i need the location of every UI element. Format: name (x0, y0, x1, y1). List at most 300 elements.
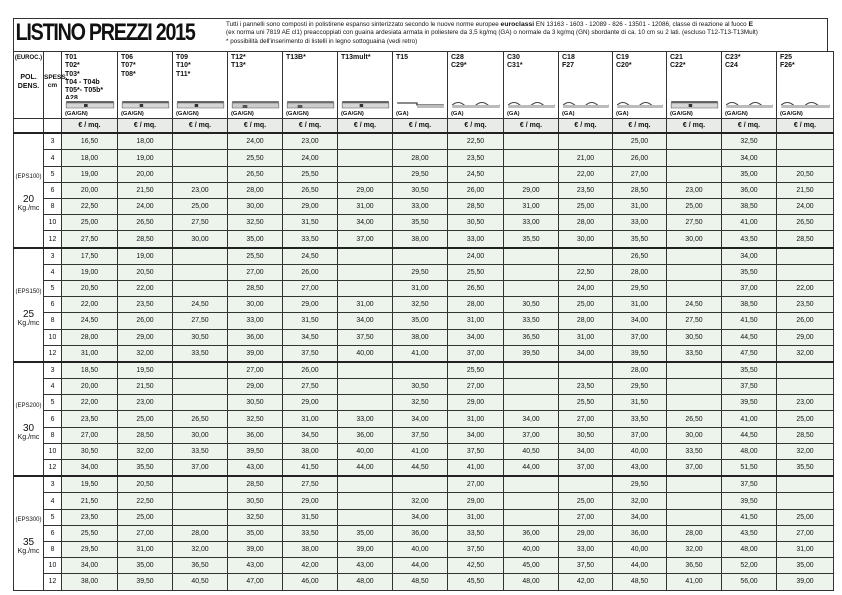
price-cell: 33,50 (173, 443, 228, 459)
price-cell: 27,00 (777, 525, 834, 541)
price-cell: 26,00 (118, 313, 173, 329)
price-cell: 32,50 (393, 297, 448, 313)
price-cell: 35,00 (722, 166, 777, 182)
unit-blank (44, 119, 62, 134)
price-row (14, 558, 834, 574)
price-cell: 36,50 (667, 558, 722, 574)
price-cell: 56,00 (722, 574, 777, 590)
price-cell (173, 493, 228, 509)
price-cell: 44,00 (613, 558, 667, 574)
price-cell: 35,00 (338, 525, 393, 541)
price-cell: 29,50 (613, 476, 667, 493)
price-cell: 39,00 (338, 541, 393, 557)
price-row (14, 231, 834, 248)
price-cell (338, 493, 393, 509)
coating-type: (GA/GN) (286, 111, 309, 117)
price-cell: 31,00 (448, 411, 504, 427)
price-cell: 26,50 (173, 411, 228, 427)
price-cell: 31,00 (777, 541, 834, 557)
price-cell: 33,00 (448, 231, 504, 248)
density-unit: Kg./mc (17, 548, 40, 556)
density-value: 30 (22, 423, 35, 435)
price-cell: 37,00 (722, 280, 777, 296)
price-cell (667, 150, 722, 166)
product-code: T01 (65, 54, 78, 61)
price-cell: 32,50 (722, 133, 777, 150)
price-cell: 25,00 (118, 509, 173, 525)
price-cell: 27,00 (118, 525, 173, 541)
price-cell: 31,00 (283, 411, 338, 427)
stepped-panel-icon (231, 99, 280, 109)
price-cell: 35,00 (118, 558, 173, 574)
price-cell: 19,00 (62, 166, 118, 182)
price-cell: 26,00 (777, 313, 834, 329)
price-cell: 39,50 (504, 345, 559, 362)
price-cell: 47,50 (722, 345, 777, 362)
price-cell: 51,50 (722, 460, 777, 477)
price-cell: 41,00 (722, 215, 777, 231)
price-cell: 30,50 (393, 379, 448, 395)
price-cell: 28,00 (559, 313, 613, 329)
price-cell (667, 509, 722, 525)
price-cell: 31,00 (504, 199, 559, 215)
unit-blank (14, 119, 44, 134)
price-cell: 33,00 (228, 313, 283, 329)
price-cell: 22,00 (559, 166, 613, 182)
unit-label: € / mq. (559, 119, 613, 134)
coating-type: (GA/GN) (725, 111, 748, 117)
price-cell: 27,50 (62, 231, 118, 248)
price-cell: 34,00 (62, 460, 118, 477)
price-row (14, 509, 834, 525)
product-code: T05*- T05b* (65, 87, 104, 95)
thickness-cell: 6 (44, 297, 62, 313)
price-cell: 29,50 (393, 264, 448, 280)
price-cell: 26,00 (283, 362, 338, 379)
price-cell: 31,50 (283, 215, 338, 231)
price-cell: 22,00 (777, 280, 834, 296)
price-cell: 27,00 (613, 166, 667, 182)
price-cell: 22,50 (118, 493, 173, 509)
thickness-cell: 12 (44, 574, 62, 590)
price-cell: 22,50 (559, 264, 613, 280)
price-cell: 39,00 (777, 574, 834, 590)
unit-label: € / mq. (777, 119, 834, 134)
price-cell: 35,00 (228, 231, 283, 248)
price-cell (667, 248, 722, 265)
product-column-header (777, 52, 834, 119)
price-cell: 34,00 (62, 558, 118, 574)
product-code: C30 (507, 54, 520, 61)
flat-panel-icon (176, 99, 225, 109)
price-cell: 28,50 (228, 476, 283, 493)
price-cell: 31,50 (613, 395, 667, 411)
price-cell: 29,00 (118, 329, 173, 345)
price-cell: 24,00 (283, 150, 338, 166)
price-cell: 28,00 (613, 264, 667, 280)
price-cell (559, 133, 613, 150)
product-code: T07* (121, 62, 136, 70)
product-code: C18 (562, 54, 575, 61)
product-column-header (504, 52, 559, 119)
price-cell (173, 379, 228, 395)
eps-class: (EPS200) (15, 403, 42, 410)
coating-type: (GA) (396, 111, 409, 117)
price-cell: 48,50 (393, 574, 448, 590)
price-cell (504, 264, 559, 280)
product-codes (231, 54, 282, 99)
price-cell: 25,00 (62, 215, 118, 231)
stepped-panel-icon (286, 99, 335, 109)
price-cell: 37,50 (338, 329, 393, 345)
price-cell: 30,00 (667, 231, 722, 248)
product-codes (451, 54, 503, 99)
price-row (14, 248, 834, 265)
price-cell: 41,50 (722, 313, 777, 329)
product-codes (562, 54, 612, 99)
price-cell: 24,50 (667, 297, 722, 313)
price-cell: 36,00 (613, 525, 667, 541)
price-cell: 29,00 (448, 395, 504, 411)
price-cell: 33,50 (173, 345, 228, 362)
price-cell: 39,50 (613, 345, 667, 362)
flat-panel-icon (341, 99, 390, 109)
price-cell: 31,00 (559, 329, 613, 345)
price-row (14, 133, 834, 150)
price-cell: 24,50 (62, 313, 118, 329)
price-cell: 35,50 (722, 362, 777, 379)
price-cell (504, 379, 559, 395)
thickness-cell: 5 (44, 395, 62, 411)
density-value: 20 (22, 194, 35, 206)
cm-label: cm (47, 82, 58, 90)
description-text-2: EN 13163 - 1603 - 12089 - 826 - 13501 - 12086, classe di reazione al fuoco (534, 21, 749, 28)
unit-label: € / mq. (118, 119, 173, 134)
price-cell: 23,50 (62, 509, 118, 525)
price-cell: 38,00 (393, 231, 448, 248)
thickness-cell: 10 (44, 215, 62, 231)
price-cell: 40,00 (613, 443, 667, 459)
price-cell: 28,50 (228, 280, 283, 296)
price-cell (667, 133, 722, 150)
price-cell: 29,00 (283, 297, 338, 313)
density-unit: Kg./mc (17, 434, 40, 442)
product-code: C24 (725, 62, 738, 70)
price-cell: 32,00 (613, 493, 667, 509)
price-cell: 33,50 (613, 411, 667, 427)
description-bold-2: E (748, 21, 753, 28)
price-cell: 25,50 (559, 395, 613, 411)
price-cell: 33,50 (504, 313, 559, 329)
coating-type: (GA/GN) (780, 111, 803, 117)
price-cell (338, 379, 393, 395)
price-cell: 37,00 (613, 427, 667, 443)
price-cell: 35,00 (393, 313, 448, 329)
density-cell (14, 133, 44, 247)
price-row (14, 215, 834, 231)
price-cell: 19,00 (118, 150, 173, 166)
coating-type: (GA/GN) (231, 111, 254, 117)
price-cell: 25,50 (448, 362, 504, 379)
price-cell: 28,00 (448, 297, 504, 313)
price-cell (667, 362, 722, 379)
product-codes (670, 54, 721, 99)
price-cell: 29,50 (613, 280, 667, 296)
price-cell: 39,50 (722, 493, 777, 509)
price-cell: 27,50 (667, 313, 722, 329)
price-cell: 23,50 (777, 297, 834, 313)
price-cell: 31,00 (118, 541, 173, 557)
price-cell: 28,50 (613, 182, 667, 198)
price-cell: 34,00 (613, 313, 667, 329)
pol-label: POL. (20, 74, 37, 82)
thickness-cell: 10 (44, 558, 62, 574)
price-cell: 27,50 (667, 215, 722, 231)
price-cell: 34,50 (283, 427, 338, 443)
thickness-cell: 4 (44, 493, 62, 509)
price-cell: 29,00 (283, 395, 338, 411)
price-cell: 24,00 (559, 280, 613, 296)
product-code: T09 (176, 54, 189, 61)
unit-row (14, 119, 834, 134)
density-unit: Kg./mc (17, 205, 40, 213)
price-cell: 25,00 (613, 133, 667, 150)
price-cell: 21,50 (118, 182, 173, 198)
price-cell: 29,00 (777, 329, 834, 345)
price-cell (393, 476, 448, 493)
price-cell: 28,00 (667, 525, 722, 541)
description (226, 19, 761, 46)
unit-label: € / mq. (613, 119, 667, 134)
price-cell: 30,00 (667, 427, 722, 443)
price-cell (338, 476, 393, 493)
price-cell (667, 264, 722, 280)
price-cell: 24,50 (283, 248, 338, 265)
price-cell: 43,50 (722, 525, 777, 541)
price-cell: 27,00 (62, 427, 118, 443)
product-column-header (62, 52, 118, 119)
price-cell: 27,00 (448, 476, 504, 493)
price-cell: 34,00 (393, 411, 448, 427)
price-cell: 37,00 (559, 460, 613, 477)
thickness-cell: 8 (44, 427, 62, 443)
euroc-label: (EUROC.) (14, 55, 43, 61)
price-cell: 26,50 (228, 166, 283, 182)
price-row (14, 345, 834, 362)
price-cell (559, 248, 613, 265)
spess-label: SPESS. (44, 74, 68, 81)
price-cell: 23,00 (283, 133, 338, 150)
unit-label: € / mq. (338, 119, 393, 134)
price-cell: 41,00 (393, 443, 448, 459)
thickness-cell: 12 (44, 231, 62, 248)
product-code: T13* (231, 62, 246, 70)
coating-type: (GA) (451, 111, 464, 117)
price-cell: 34,00 (338, 313, 393, 329)
price-cell: 36,00 (722, 182, 777, 198)
price-cell: 33,00 (338, 411, 393, 427)
price-cell: 35,00 (777, 558, 834, 574)
price-cell: 31,00 (448, 313, 504, 329)
unit-label: € / mq. (667, 119, 722, 134)
price-row (14, 264, 834, 280)
price-cell: 18,00 (62, 150, 118, 166)
price-row (14, 199, 834, 215)
product-codes (176, 54, 227, 99)
price-row (14, 574, 834, 590)
price-cell: 29,50 (62, 541, 118, 557)
price-cell: 25,50 (62, 525, 118, 541)
price-cell (777, 264, 834, 280)
price-cell: 48,00 (722, 443, 777, 459)
price-cell (504, 150, 559, 166)
price-cell: 29,00 (338, 182, 393, 198)
price-cell (777, 379, 834, 395)
price-cell: 32,00 (393, 493, 448, 509)
price-cell: 22,00 (62, 297, 118, 313)
price-cell: 31,00 (338, 297, 393, 313)
price-cell (173, 476, 228, 493)
product-column-header (393, 52, 448, 119)
price-cell: 44,00 (504, 460, 559, 477)
price-cell (667, 395, 722, 411)
product-column-header (667, 52, 722, 119)
price-cell: 32,50 (393, 395, 448, 411)
product-codes (121, 54, 172, 99)
price-cell: 29,00 (504, 182, 559, 198)
coating-type: (GA) (507, 111, 520, 117)
flat-panel-icon (670, 99, 719, 109)
price-cell: 44,50 (722, 329, 777, 345)
price-cell: 34,00 (722, 248, 777, 265)
price-row (14, 411, 834, 427)
wave-panel-icon (562, 99, 610, 109)
price-cell: 20,50 (118, 264, 173, 280)
product-code: T03* (65, 70, 80, 78)
density-value: 35 (22, 537, 35, 549)
price-cell: 24,50 (173, 297, 228, 313)
price-cell (777, 133, 834, 150)
price-cell: 31,00 (613, 297, 667, 313)
price-cell: 23,50 (62, 411, 118, 427)
price-row (14, 166, 834, 182)
price-cell: 42,00 (559, 574, 613, 590)
unit-label: € / mq. (228, 119, 283, 134)
price-cell: 37,50 (722, 476, 777, 493)
price-list-sheet (13, 18, 828, 591)
coating-type: (GA) (562, 111, 575, 117)
price-cell: 38,00 (393, 329, 448, 345)
price-cell: 43,00 (338, 558, 393, 574)
product-column-header (559, 52, 613, 119)
price-cell (393, 248, 448, 265)
price-cell: 20,00 (118, 166, 173, 182)
price-cell: 36,00 (338, 427, 393, 443)
price-row (14, 297, 834, 313)
product-column-header (613, 52, 667, 119)
wave-panel-icon (451, 99, 501, 109)
thickness-cell: 6 (44, 411, 62, 427)
price-cell: 45,00 (504, 558, 559, 574)
coating-type: (GA/GN) (670, 111, 693, 117)
product-code: C19 (616, 54, 629, 61)
price-cell: 29,00 (283, 493, 338, 509)
price-cell: 25,00 (777, 411, 834, 427)
price-cell: 37,00 (667, 460, 722, 477)
price-cell: 27,50 (283, 379, 338, 395)
product-column-header (448, 52, 504, 119)
price-cell (173, 509, 228, 525)
price-cell (338, 150, 393, 166)
thickness-cell: 6 (44, 525, 62, 541)
price-cell: 36,50 (504, 329, 559, 345)
price-row (14, 460, 834, 477)
price-cell (504, 166, 559, 182)
price-cell: 32,00 (777, 345, 834, 362)
product-codes (725, 54, 776, 99)
density-cell (14, 476, 44, 590)
price-row (14, 313, 834, 329)
price-cell (667, 379, 722, 395)
description-text-1: Tutti i pannelli sono composti in polistirene espanso sinterizzato secondo le nuove norme europee (226, 21, 501, 28)
product-code: C23* (725, 54, 741, 61)
thickness-cell: 6 (44, 182, 62, 198)
price-cell: 43,50 (722, 231, 777, 248)
product-code: T06 (121, 54, 134, 61)
price-row (14, 541, 834, 557)
price-cell: 41,50 (722, 509, 777, 525)
flat-panel-icon (121, 99, 170, 109)
price-cell (777, 150, 834, 166)
price-cell: 33,00 (504, 215, 559, 231)
density-unit: Kg./mc (17, 319, 40, 327)
product-codes (616, 54, 666, 99)
price-cell: 35,00 (228, 525, 283, 541)
price-cell: 37,50 (448, 541, 504, 557)
price-cell (338, 362, 393, 379)
price-cell: 28,00 (173, 525, 228, 541)
price-cell: 39,50 (722, 395, 777, 411)
price-cell: 33,00 (393, 199, 448, 215)
price-cell (504, 509, 559, 525)
price-cell: 31,00 (448, 509, 504, 525)
density-cell (14, 248, 44, 362)
price-cell: 32,00 (118, 345, 173, 362)
price-cell: 37,00 (338, 231, 393, 248)
price-cell: 25,00 (559, 199, 613, 215)
thickness-cell: 5 (44, 280, 62, 296)
price-cell: 40,00 (393, 541, 448, 557)
price-cell: 22,50 (448, 133, 504, 150)
price-cell: 21,00 (559, 150, 613, 166)
price-cell: 40,50 (173, 574, 228, 590)
price-cell: 39,50 (228, 443, 283, 459)
price-cell: 28,00 (393, 150, 448, 166)
price-cell: 30,50 (62, 443, 118, 459)
price-cell: 47,00 (228, 574, 283, 590)
density-value: 25 (22, 308, 35, 320)
flat-panel-icon (65, 99, 115, 109)
price-cell (777, 476, 834, 493)
price-cell: 36,00 (228, 427, 283, 443)
thickness-cell: 8 (44, 541, 62, 557)
coating-type: (GA) (616, 111, 629, 117)
price-cell: 25,50 (448, 264, 504, 280)
price-cell: 21,50 (118, 379, 173, 395)
price-cell: 38,00 (283, 541, 338, 557)
eps-class: (EPS150) (15, 288, 42, 295)
spess-header (44, 52, 68, 119)
